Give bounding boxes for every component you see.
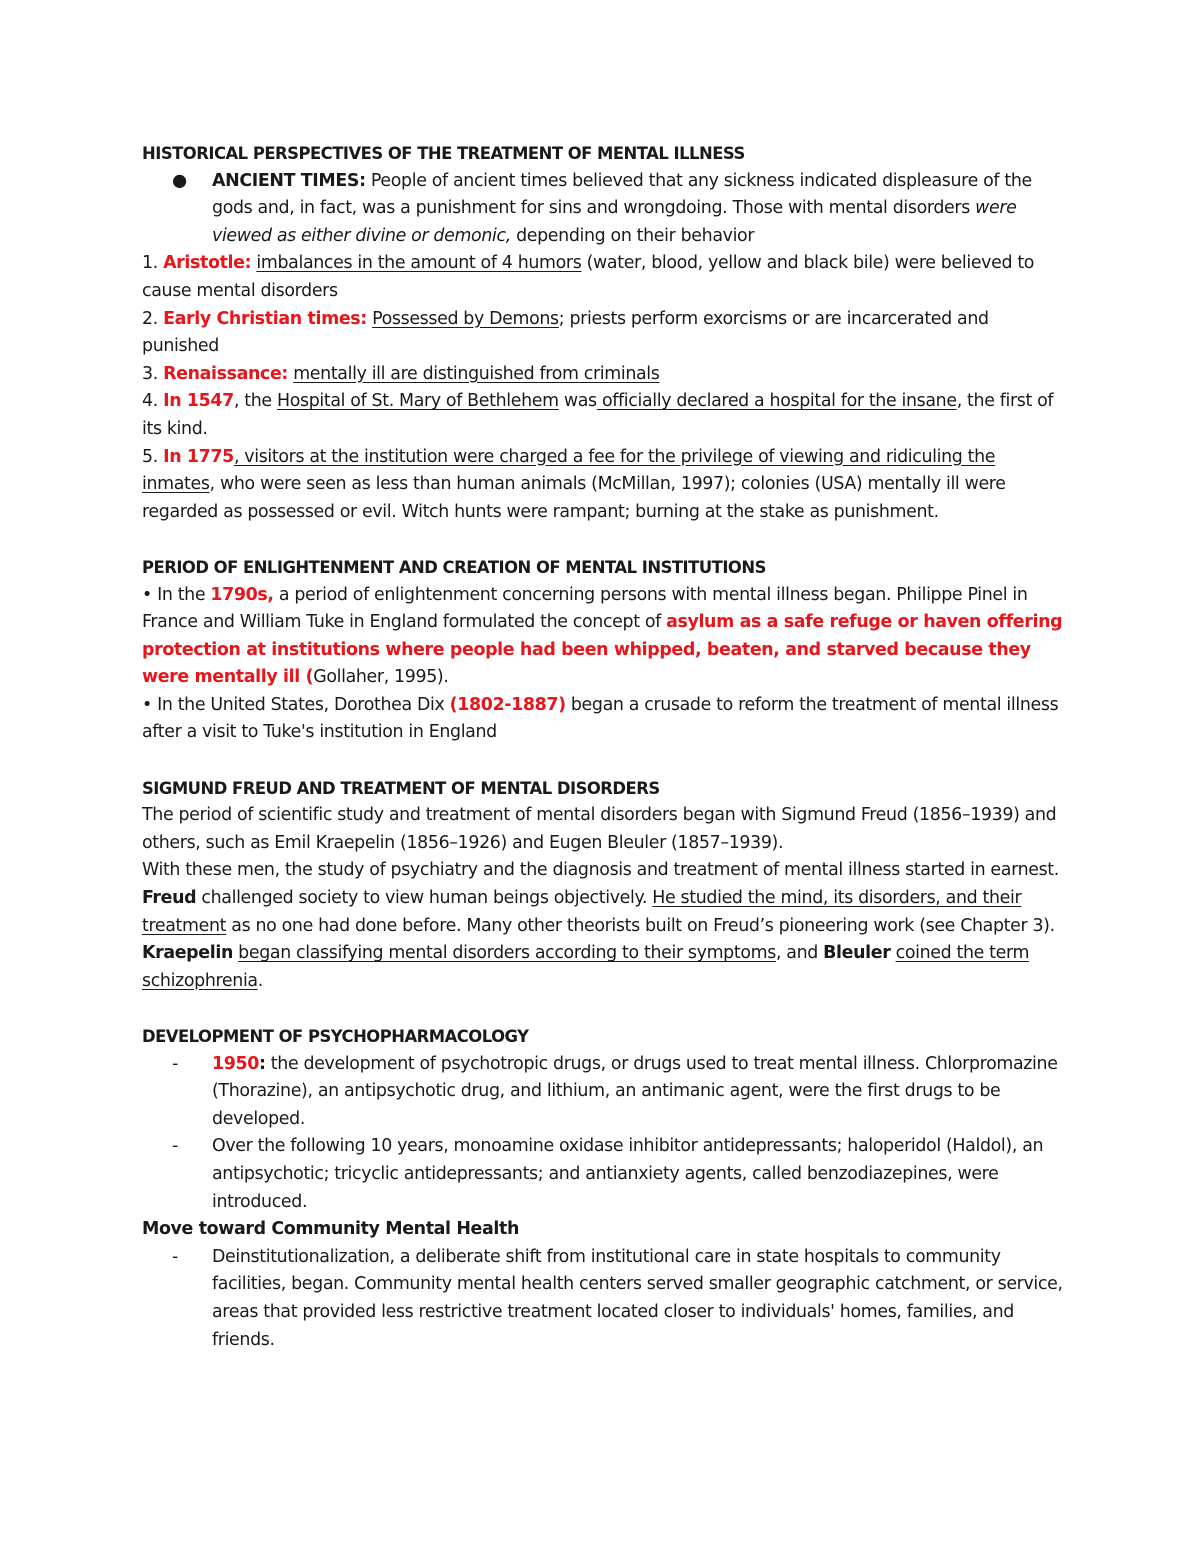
item-text: , who were seen as less than human animals (McMillan, 1997); colonies (USA) mentally ill were regarded as possessed or evil. Witch hunts were rampant; burning at the stake as punishment. xyxy=(142,474,1006,522)
item-text: (water, blood, yellow and black bile) were believed to cause mental disorders xyxy=(142,253,1035,301)
heading-sigmund-freud: SIGMUND FREUD AND TREATMENT OF MENTAL DISORDERS xyxy=(142,778,660,798)
underlined-text: Hospital of St. Mary of Bethlehem xyxy=(276,391,559,412)
bullet-marker: ● xyxy=(172,170,187,191)
ancient-text-end: depending on their behavior xyxy=(510,225,755,246)
paragraph-text: • In the United States, Dorothea Dix xyxy=(142,694,450,715)
paragraph-text: began a crusade to reform the treatment of mental illness after a visit to Tuke's institution in England xyxy=(142,694,1059,743)
item-label: In 1775 xyxy=(163,446,234,467)
spacer xyxy=(142,747,1070,775)
heading-psychopharmacology: DEVELOPMENT OF PSYCHOPHARMACOLOGY xyxy=(142,1027,529,1046)
subheading-community-mental-health: Move toward Community Mental Health xyxy=(142,1219,519,1240)
item-label: In 1547 xyxy=(163,391,234,412)
item-aristotle: 1. Aristotle: imbalances in the amount of 4 humors (water, blood, yellow and black bile) were believed to cause mental disorders xyxy=(142,253,1035,301)
bullet-ancient-times xyxy=(142,168,1070,251)
heading-enlightenment: PERIOD OF ENLIGHTENMENT AND CREATION OF MENTAL INSTITUTIONS xyxy=(142,557,766,577)
bold-name: Freud xyxy=(142,888,197,909)
item-number: 2 xyxy=(142,308,153,329)
spacer xyxy=(142,526,1070,554)
underlined-text: Possessed by Demons xyxy=(372,308,559,329)
colon: : xyxy=(259,1053,266,1074)
paragraph-text: • In the xyxy=(142,584,211,605)
item-label: Renaissance: xyxy=(163,363,289,384)
underlined-text: coined the term schizophrenia xyxy=(142,943,1030,991)
item-1547: 4. In 1547, the Hospital of St. Mary of Bethlehem was officially declared a hospital for the insane, the first of its kind. xyxy=(142,391,1054,439)
item-text: , the xyxy=(233,391,277,412)
paragraph-text: , and xyxy=(775,943,824,964)
underlined-text: , visitors at the institution were charged a fee for the privilege of viewing and ridiculing the inmates xyxy=(142,446,996,495)
dash-text xyxy=(212,1051,1070,1134)
red-highlight: 1790s, xyxy=(210,584,274,605)
red-highlight: (1802-1887) xyxy=(449,694,566,715)
item-text: the development of psychotropic drugs, or drugs used to treat mental illness. Chlorpromazine (Thorazine), an antipsychotic drug, and lithium, an antimanic agent, were the first drugs to be developed. xyxy=(212,1053,1058,1129)
paragraph-dorothea-dix xyxy=(142,692,1070,747)
dash-item-following-years xyxy=(142,1133,1070,1216)
underlined-text: imbalances in the amount of 4 humors xyxy=(256,253,582,274)
dash-marker: - xyxy=(172,1053,178,1074)
item-number: 3 xyxy=(142,363,153,384)
item-text: , the first of its kind. xyxy=(142,391,1054,439)
item-text: ; priests perform exorcisms or are incarcerated and punished xyxy=(142,308,989,357)
dash-item-1950 xyxy=(142,1051,1070,1134)
paragraph-text: a period of enlightenment concerning persons with mental illness began. Philippe Pinel in France and William Tuke in England formulated the concept of xyxy=(142,584,1028,633)
paragraph-freud xyxy=(142,885,1070,995)
underlined-text: officially declared a hospital for the insane xyxy=(596,391,957,412)
heading-historical-perspectives: HISTORICAL PERSPECTIVES OF THE TREATMENT OF MENTAL ILLNESS xyxy=(142,144,745,163)
dash-marker: - xyxy=(172,1136,178,1157)
dash-marker: - xyxy=(172,1246,178,1267)
item-early-christian: 2. Early Christian times: Possessed by Demons; priests perform exorcisms or are incarcerated and punished xyxy=(142,308,989,357)
bold-name: Kraepelin xyxy=(142,943,233,964)
ancient-times-label: ANCIENT TIMES: xyxy=(212,170,366,191)
paragraph-these-men: With these men, the study of psychiatry and the diagnosis and treatment of mental illness started in earnest. xyxy=(142,860,1059,881)
underlined-text: He studied the mind, its disorders, and their treatment xyxy=(142,888,1022,936)
paragraph-scientific-study: The period of scientific study and treatment of mental disorders began with Sigmund Freud (1856–1939) and others, such as Emil Kraepelin (1856–1926) and Eugen Bleuler (1857–1939). xyxy=(142,805,1057,853)
paragraph-text: challenged society to view human beings objectively. xyxy=(196,888,653,909)
ancient-text: People of ancient times believed that any sickness indicated displeasure of the gods and, in fact, was a punishment for sins and wrongdoing. Those with mental disorders xyxy=(212,170,1032,219)
paragraph-text: . xyxy=(257,970,263,991)
red-highlight: 1950 xyxy=(212,1053,260,1074)
item-text: was xyxy=(558,391,597,412)
paragraph-1790s xyxy=(142,582,1070,692)
item-1775: 5. In 1775, visitors at the institution were charged a fee for the privilege of viewing and ridiculing the inmates, who were seen as less than human animals (McMillan, 1997); colonies (USA) mentally ill were regarded as possessed or evil. Witch hunts were rampant; burning at the stake as punishment. xyxy=(142,446,1006,522)
spacer xyxy=(142,995,1070,1023)
dash-text: Deinstitutionalization, a deliberate shift from institutional care in state hospitals to community facilities, began. Community mental health centers served smaller geographic catchment, or service, areas that provided less restrictive treatment located closer to individuals' homes, families, and friends. xyxy=(212,1246,1063,1350)
paragraph-text: as no one had done before. Many other theorists built on Freud’s pioneering work (see Chapter 3). xyxy=(226,915,1055,936)
item-number: 1 xyxy=(142,253,153,274)
item-label: Aristotle: xyxy=(163,253,252,274)
item-renaissance: 3. Renaissance: mentally ill are distinguished from criminals xyxy=(142,363,660,384)
bullet-text xyxy=(212,168,1070,251)
paragraph-text: Gollaher, 1995). xyxy=(313,667,449,688)
item-number: 4 xyxy=(142,391,153,412)
dash-text: Over the following 10 years, monoamine oxidase inhibitor antidepressants; haloperidol (Haldol), an antipsychotic; tricyclic antidepressants; and antianxiety agents, called benzodiazepines, were introduced. xyxy=(212,1136,1044,1212)
bold-name: Bleuler xyxy=(823,943,891,964)
underlined-text: mentally ill are distinguished from criminals xyxy=(293,363,660,384)
red-highlight: asylum as a safe refuge or haven offering protection at institutions where people had been whipped, beaten, and starved because they were mentally ill ( xyxy=(142,612,1063,688)
underlined-text: began classifying mental disorders according to their symptoms xyxy=(238,943,776,964)
item-number: 5 xyxy=(142,446,153,467)
dash-item-deinstitutionalization xyxy=(142,1244,1070,1354)
ancient-italic: were viewed as either divine or demonic, xyxy=(212,198,1017,246)
item-label: Early Christian times: xyxy=(163,308,367,329)
